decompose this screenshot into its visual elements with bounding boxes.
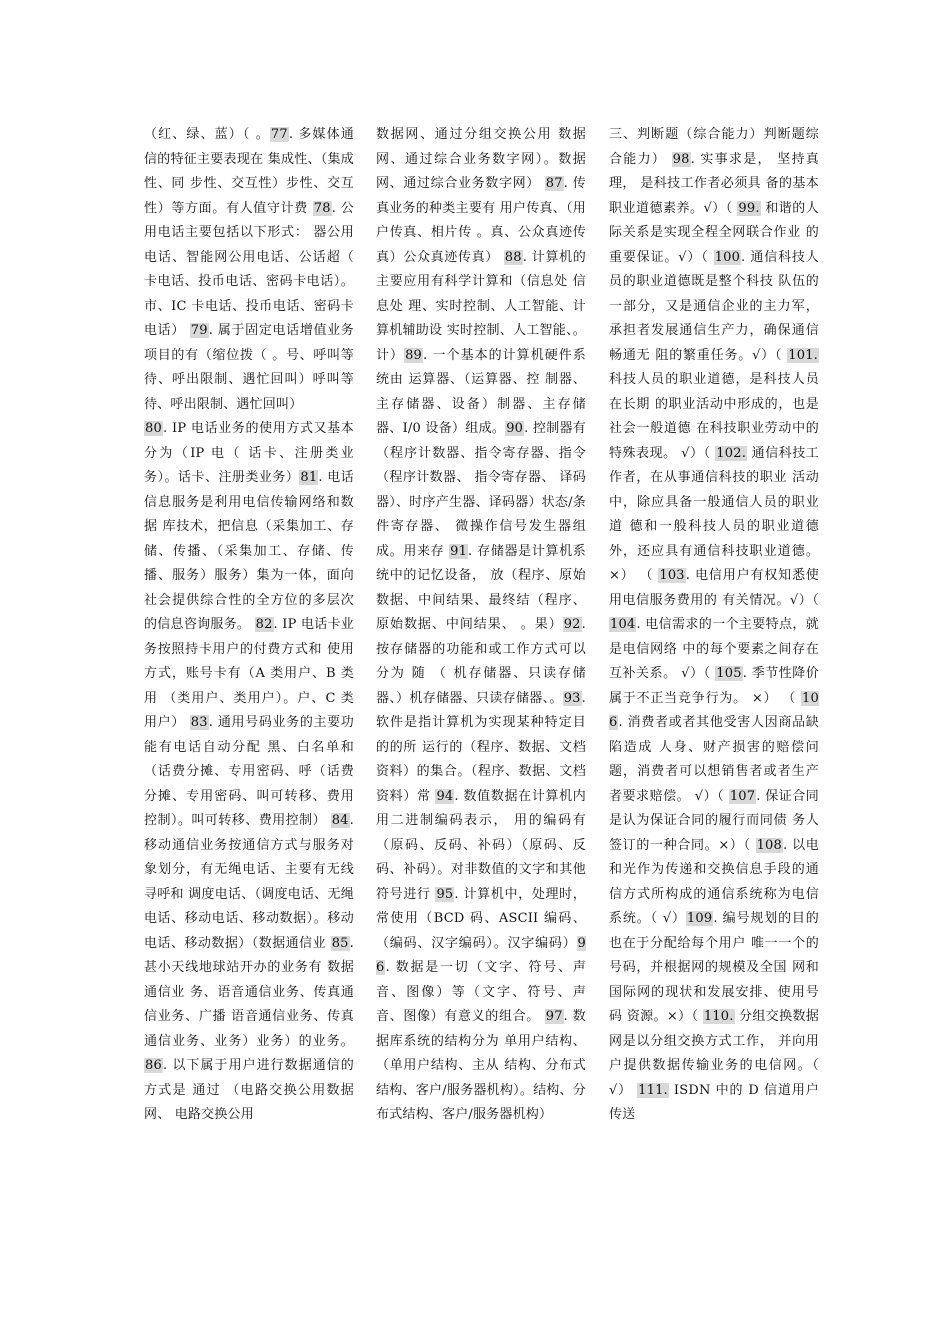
question-text: . 多媒体通信的特征主要表现在 集成性、（集成性、同 步性、交互性）步性、交互性）等方面。有人值守计费 (144, 127, 354, 216)
question-text: 和谐的人际关系是实现全程全网联合作业 的重要保证。√）（ (609, 200, 819, 265)
question-text: . IP 电话业务的使用方式又基本分为（IP 电（ 话卡、注册类业务）。话卡、注册类业务） (144, 421, 354, 485)
question-number: 97 (545, 1009, 563, 1024)
question-text: . 季节性降价属于不正当竞争行为。 ×） （ (609, 666, 819, 706)
question-text: . IP 电话卡业务按照持卡用户的付费方式和 使用方式，账号卡有（A 类用户、B 类用 （类用户、类用户）。户、C 类用户） (144, 617, 354, 730)
question-text: . 电话信息服务是利用电信传输网络和数据 库技术，把信息（采集加工、存储、传播、（采集加工、存储、传播、服务）服务）集为一体，面向社会提供综合性的全方位的多层次的信息咨询服务。 (144, 470, 354, 632)
question-text: . 编号规划的目的也在于分配给每个用户 唯一一个的号码，并根据网的规模及全国 网和国际网的现状和发展安排、使用号码 资源。×）（ (609, 911, 819, 1024)
question-text: . 计算机的主要应用有科学计算和（信息处 信息处 理、实时控制、人工智能、计算机辅助设 实时控制、人工智能、。计） (376, 249, 586, 363)
text-column-1 (144, 123, 354, 1128)
question-text: . 甚小天线地球站开办的业务有 数据通信业 务、语音通信业务、传真通信业务、广播 语音通信业务、传真通信业务、业务）业务）的业务。 (144, 935, 354, 1049)
question-number: 90 (506, 421, 524, 436)
question-number: 87 (545, 176, 563, 191)
question-number: 109 (686, 911, 713, 926)
question-number: 103 (659, 568, 685, 583)
question-number: 101. (788, 347, 818, 363)
question-text: . 通信科技人员的职业道德既是整个科技 队伍的一部分，又是通信企业的主力军， 承担者发展通信生产力，确保通信畅通无 阻的繁重任务。√）（ (609, 249, 819, 363)
question-text: . 存储器是计算机系统中的记忆设备， 放（程序、原始数据、中间结果、最终结（程序、原始数据、中间结果、 。果） (376, 543, 586, 632)
question-text: . 控制器有（程序计数器、指令寄存器、指令（程序计数器、 指令寄存器、 译码器）、时序产生器、译码器）状态/条件寄存器、 微操作信号发生器组成。用来存 (376, 421, 586, 559)
question-number: 100 (714, 249, 741, 265)
question-text: . 保证合同是认为保证合同的履行而同债 务人签订的一种合同。×）（ (609, 788, 819, 853)
question-number: 88 (504, 249, 522, 265)
question-text: . 以电和光作为传递和交换信息手段的通信方式所构成的通信系统称为电信系统。（ √） (609, 837, 819, 926)
question-number: 96 (376, 935, 586, 975)
question-number: 93 (563, 690, 581, 706)
question-number: 89 (405, 347, 423, 363)
question-text: . 属于固定电话增值业务项目的有（缩位拨（ 。号、呼叫等待、呼出限制、遇忙回叫）呼叫等待、呼出限制、遇忙回叫） (144, 323, 354, 412)
question-number: 78 (313, 200, 331, 216)
question-number: 95 (436, 886, 454, 902)
question-text: . 计算机中，处理时，常使用（BCD 码、ASCII 编码、（编码、汉字编码）。汉字编码） (376, 886, 586, 951)
question-number: 108 (756, 837, 782, 853)
question-text: 三、判断题（综合能力）判断题综合能力） (609, 127, 819, 167)
question-number: 92 (563, 617, 581, 632)
question-number: 107 (729, 788, 756, 804)
question-number: 105 (716, 666, 742, 681)
question-text: . 一个基本的计算机硬件系统由 运算器、（运算器、控 制器、主存储器、设备）制器、主存储器、I/0 设备）组成。 (376, 347, 586, 436)
question-number: 91 (450, 543, 468, 559)
question-text: . 传真业务的种类主要有 用户传真、（用户传真、相片传 。真、公众真迹传真）公众真迹传真） (376, 176, 586, 265)
question-number: 102. (716, 445, 747, 461)
question-text: . 按存储器的功能和或工作方式可以分为 随 （ 机存储器、只读存储器、）机存储器、只读存储器、。 (376, 617, 586, 706)
question-number: 99. (738, 200, 760, 216)
question-text: . 数据库系统的结构分为 单用户结构、（单用户结构、主从 结构、分布式结构、客户/服务器机构）。结构、分布式结构、客户/服务器机构） (376, 1009, 586, 1122)
question-number: 81 (300, 470, 318, 485)
question-number: 110. (703, 1009, 734, 1024)
question-number: 106 (609, 690, 819, 730)
question-number: 104 (610, 617, 636, 632)
question-number: 111. (638, 1082, 668, 1098)
question-text: . 消费者或者其他受害人因商品缺陷造成 人身、财产损害的赔偿问题，消费者可以想销售者或者生产者要求赔偿。 √）（ (609, 715, 819, 804)
question-number: 82 (255, 617, 273, 632)
question-number: 98 (672, 151, 690, 167)
question-text: . 通用号码业务的主要功能有电话自动分配 黑、白名单和（话费分摊、专用密码、呼（话费分摊、专用密码、叫可转移、费用控制）。叫可转移、费用控制） (144, 715, 354, 828)
question-text: 数据网、通过分组交换公用 数据网、通过综合业务数字网）。数据网、通过综合业务数字网） (376, 127, 586, 191)
question-number: 79 (190, 323, 208, 338)
question-text: . 电信需求的一个主要特点，就是电信网络 中的每个要素之间存在互补关系。 √）（ (609, 617, 819, 681)
question-text: 科技人员的职业道德，是科技人员在长期 的职业活动中形成的，也是社会一般道德 在科技职业劳动中的特殊表现。 √）（ (609, 372, 819, 461)
text-column-3 (609, 123, 819, 1128)
question-text: 分组交换数据网是以分组交换方式工作， 并向用户提供数据传输业务的电信网。（ √） (609, 1009, 819, 1098)
question-text: . 实事求是， 坚持真理， 是科技工作者必须具 备的基本职业道德素养。√）（ (609, 151, 819, 216)
question-text: . 数值数据在计算机内用二进制编码表示， 用的编码有（原码、反码、补码）（原码、反码、补码）。对非数值的文字和其他符号进行 (376, 788, 586, 902)
question-number: 84 (331, 813, 349, 828)
question-text: 通信科技工作者，在从事通信科技的职业 活动中，除应具备一般通信人员的职业道 德和一般科技人员的职业道德外，还应具有通信科技职业道德。 ×） （ (609, 445, 819, 583)
question-number: 94 (436, 788, 454, 804)
text-column-2 (376, 123, 586, 1128)
question-number: 86 (145, 1058, 162, 1073)
question-text: . 移动通信业务按通信方式与服务对象划分，有无绳电话、主要有无线寻呼和 调度电话、（调度电话、无绳电话、移动电话、移动数据）。移动电话、移动数据）（数据通信业 (144, 813, 354, 951)
question-text: （红、绿、蓝）（ 。 (144, 127, 270, 142)
question-number: 83 (190, 715, 208, 730)
question-number: 80 (145, 421, 162, 436)
question-number: 85 (331, 935, 349, 951)
question-text: ISDN 中的 D 信道用户传送 (609, 1082, 819, 1122)
question-text: . 公用电话主要包括以下形式： 器公用电话、智能网公用电话、公话超（ 卡电话、投币电话、密码卡电话）。市、IC 卡电话、投币电话、密码卡电话） (144, 200, 354, 338)
question-text: . 以下属于用户进行数据通信的方式是 通过 （电路交换公用数据网、 电路交换公用 (144, 1058, 354, 1122)
question-number: 77 (270, 127, 288, 142)
question-text: . 数据是一切（文字、符号、声音、图像）等（文字、符号、声音、图像）有意义的组合。 (376, 960, 586, 1024)
question-text: . 电信用户有权知悉使用电信服务费用的 有关情况。√）（ (609, 568, 819, 608)
question-text: . 软件是指计算机为实现某种特定目的的所 运行的（程序、数据、文档资料）的集合。（程序、数据、文档资料）常 (376, 690, 586, 804)
